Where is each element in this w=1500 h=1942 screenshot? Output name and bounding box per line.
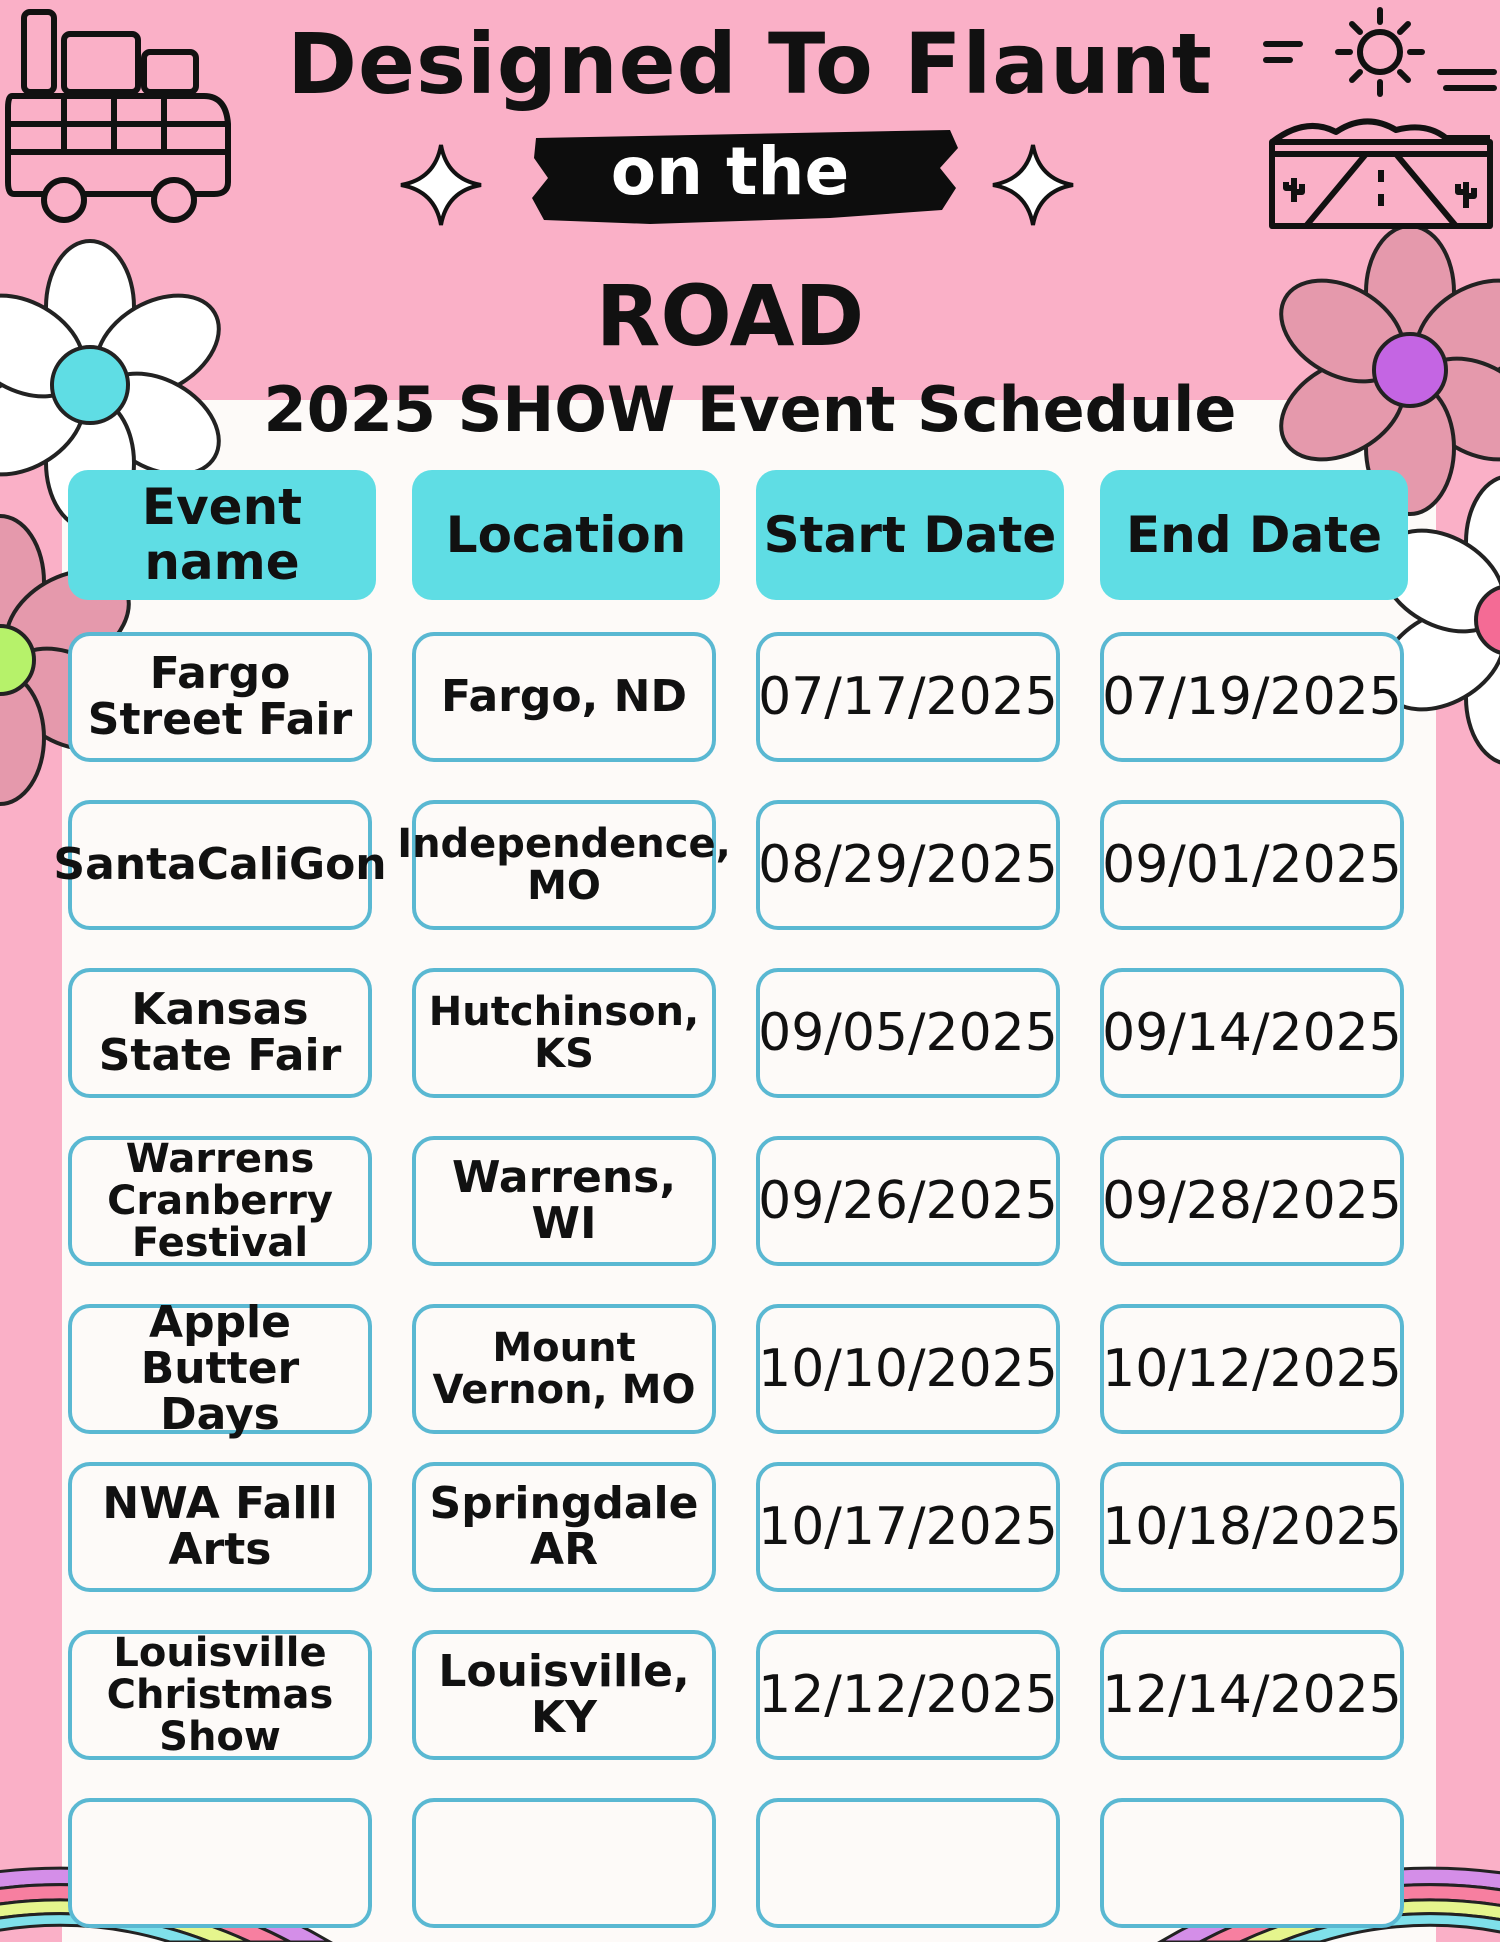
page-title-on-the: on the — [610, 133, 850, 210]
location-cell: Fargo, ND — [412, 632, 716, 762]
location-cell — [412, 1798, 716, 1928]
event-name-cell: Apple Butter Days — [68, 1304, 372, 1434]
page-subtitle: 2025 SHOW Event Schedule — [263, 373, 1237, 446]
location-cell: Mount Vernon, MO — [412, 1304, 716, 1434]
location-cell: Hutchinson, KS — [412, 968, 716, 1098]
end-date-cell: 12/14/2025 — [1100, 1630, 1404, 1760]
start-date-cell: 07/17/2025 — [756, 632, 1060, 762]
desert-road-icon — [1266, 112, 1496, 230]
end-date-cell — [1100, 1798, 1404, 1928]
column-header-location: Location — [412, 470, 720, 600]
start-date-cell — [756, 1798, 1060, 1928]
start-date-cell: 09/26/2025 — [756, 1136, 1060, 1266]
event-name-cell: Warrens Cranberry Festival — [68, 1136, 372, 1266]
end-date-cell: 10/18/2025 — [1100, 1462, 1404, 1592]
page-title: Designed To Flaunt — [287, 15, 1213, 113]
end-date-cell: 10/12/2025 — [1100, 1304, 1404, 1434]
start-date-cell: 08/29/2025 — [756, 800, 1060, 930]
event-name-cell: NWA Falll Arts — [68, 1462, 372, 1592]
column-header-event-name: Event name — [68, 470, 376, 600]
location-cell: Warrens, WI — [412, 1136, 716, 1266]
sparkle-icon — [396, 140, 486, 230]
end-date-cell: 09/28/2025 — [1100, 1136, 1404, 1266]
start-date-cell: 10/10/2025 — [756, 1304, 1060, 1434]
column-header-start-date: Start Date — [756, 470, 1064, 600]
location-cell: Independence, MO — [412, 800, 716, 930]
end-date-cell: 09/14/2025 — [1100, 968, 1404, 1098]
location-cell: Louisville, KY — [412, 1630, 716, 1760]
event-name-cell — [68, 1798, 372, 1928]
event-name-cell: SantaCaliGon — [68, 800, 372, 930]
event-name-cell: Fargo Street Fair — [68, 632, 372, 762]
sparkle-icon — [988, 140, 1078, 230]
start-date-cell: 12/12/2025 — [756, 1630, 1060, 1760]
end-date-cell: 07/19/2025 — [1100, 632, 1404, 762]
event-name-cell: Louisville Christmas Show — [68, 1630, 372, 1760]
start-date-cell: 09/05/2025 — [756, 968, 1060, 1098]
page-title-road: ROAD — [595, 267, 865, 365]
location-cell: Springdale AR — [412, 1462, 716, 1592]
end-date-cell: 09/01/2025 — [1100, 800, 1404, 930]
column-header-end-date: End Date — [1100, 470, 1408, 600]
event-name-cell: Kansas State Fair — [68, 968, 372, 1098]
start-date-cell: 10/17/2025 — [756, 1462, 1060, 1592]
